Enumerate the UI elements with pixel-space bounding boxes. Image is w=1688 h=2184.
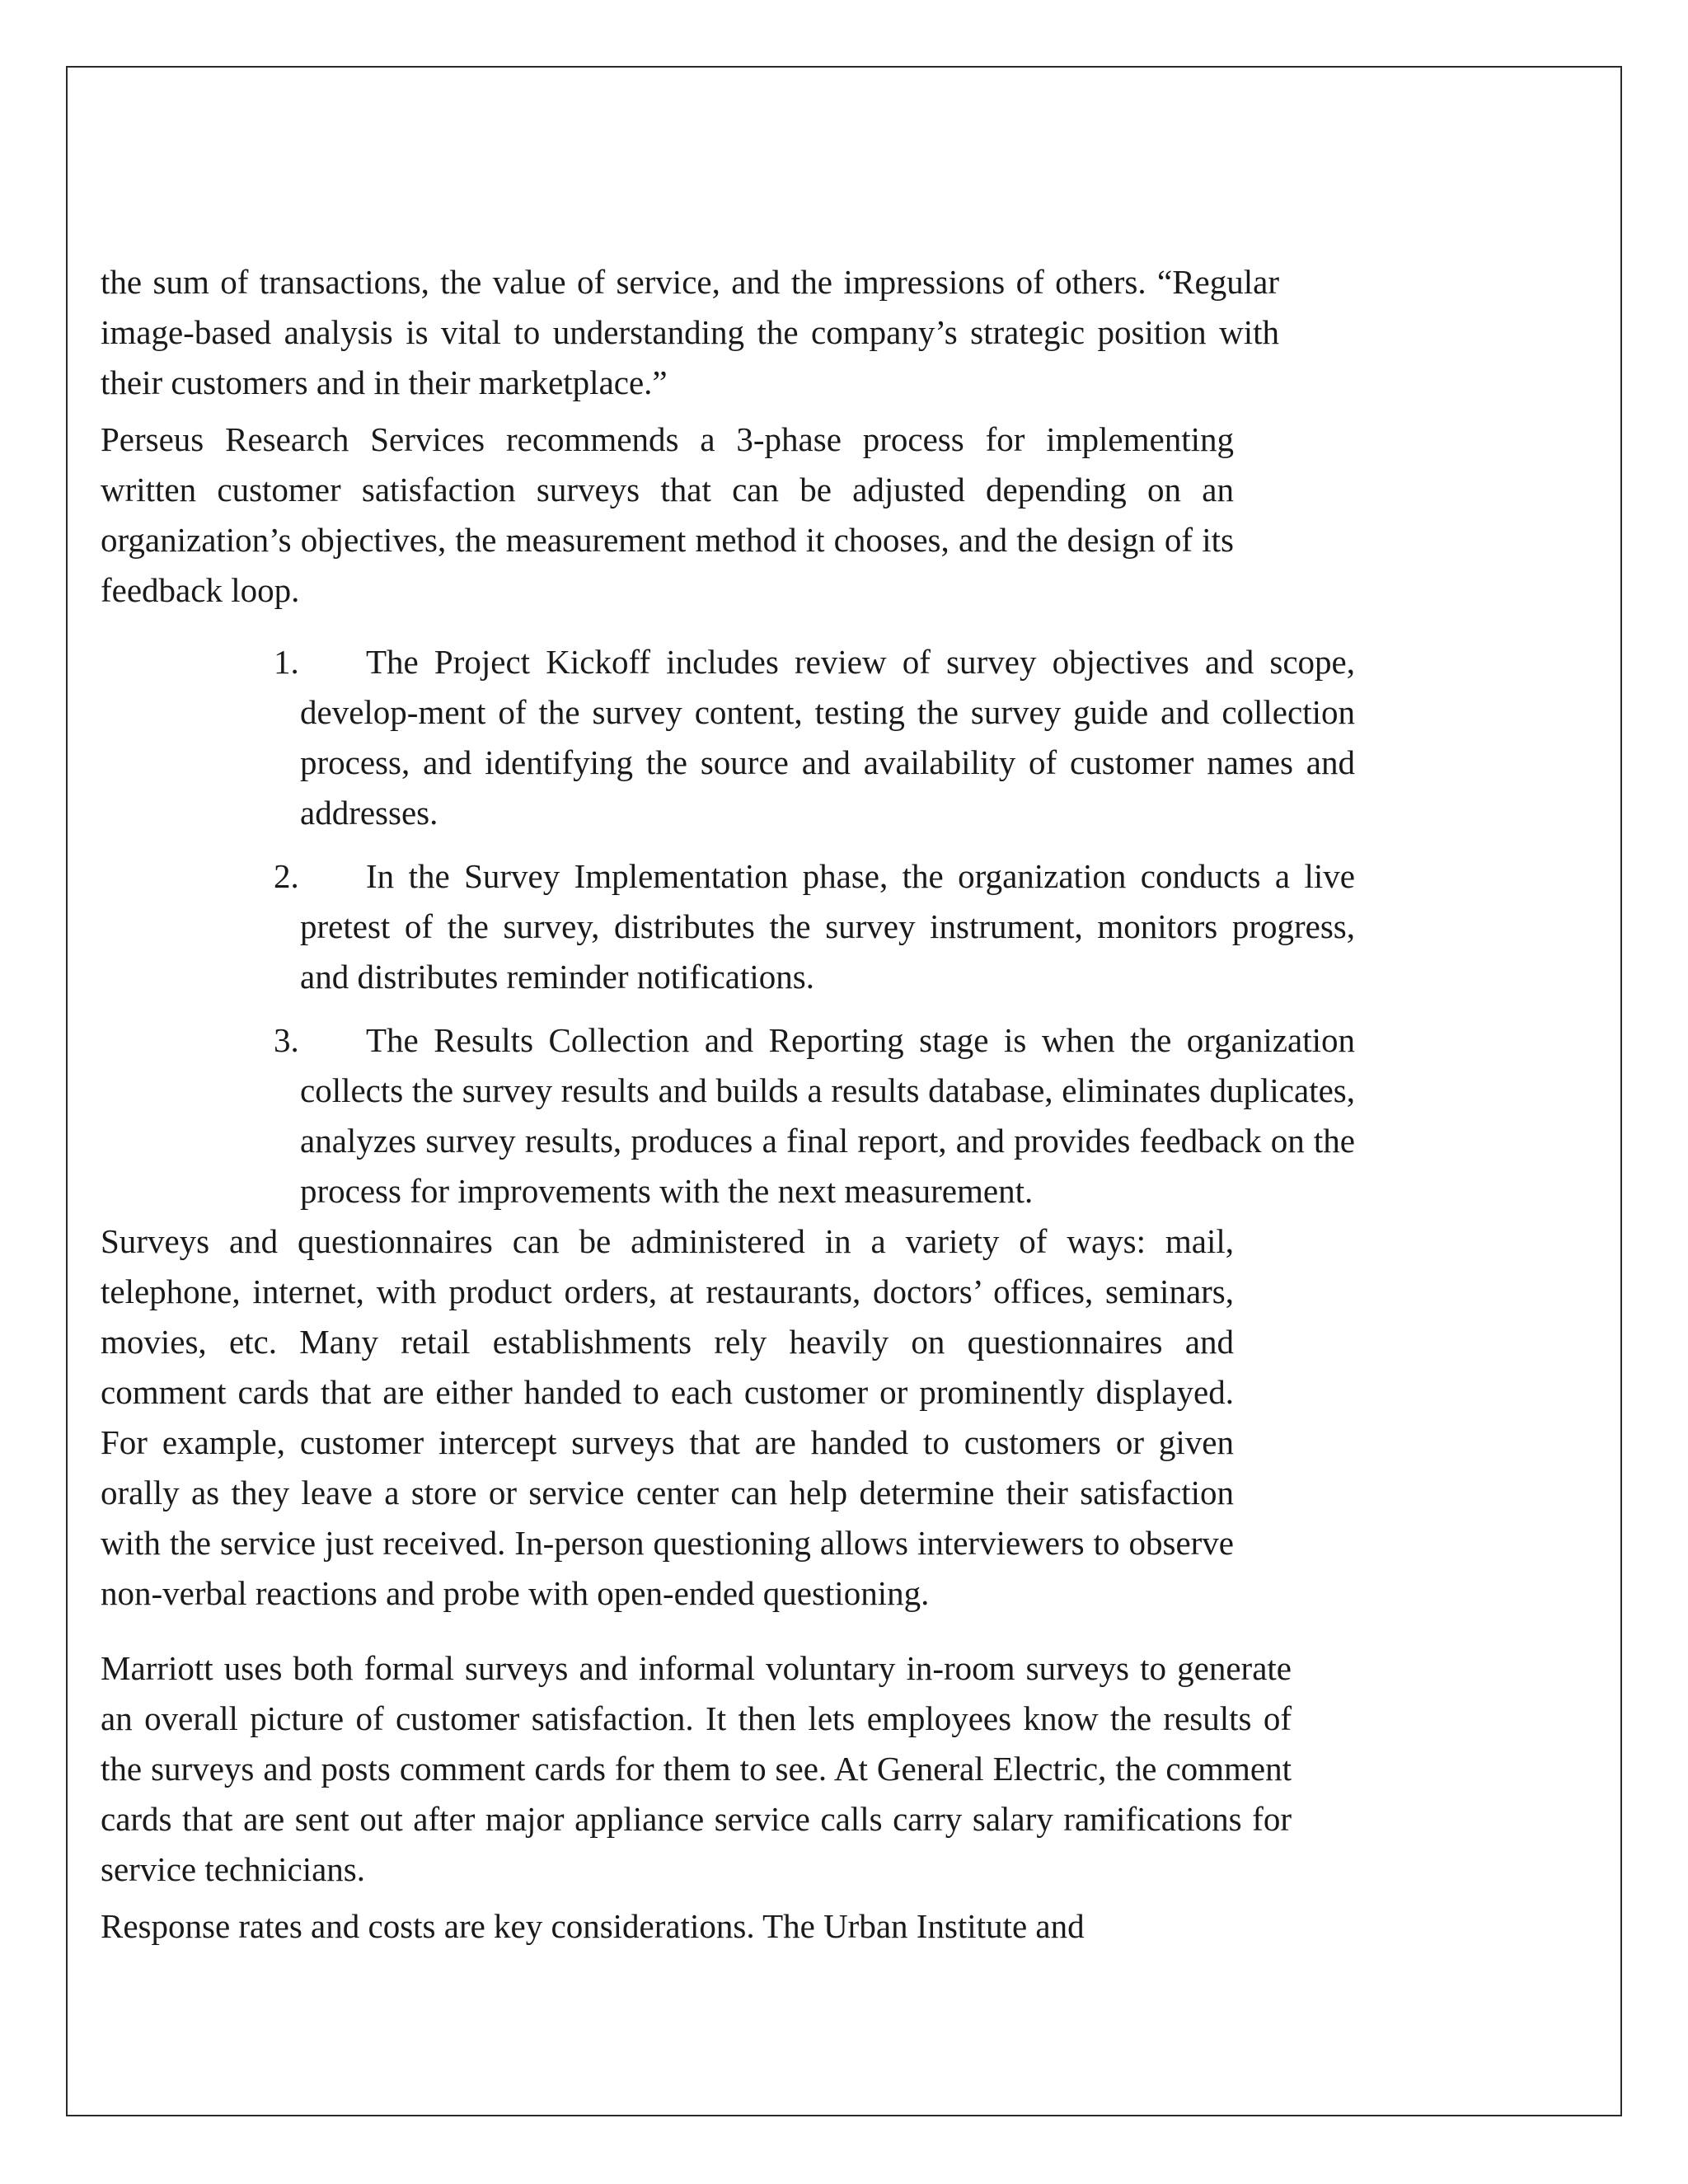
paragraph-marriott-ge: Marriott uses both formal surveys and informal voluntary in-room surveys to generate an overall picture of customer satisfaction. It then lets employees know the results of the surveys and posts comment cards for them to see. At General Electric, the comment cards that are sent out after major appliance service calls carry salary ramifications for service technicians. (101, 1649, 1292, 1888)
paragraph-survey-methods: Surveys and questionnaires can be administered in a variety of ways: mail, telephone, internet, with product orders, at restaurants, doctors’ offices, seminars, movies, etc. Many retail establishments rely heavily on questionnaires and comment cards that are either handed to each customer or prominently displayed. For example, customer intercept surveys that are handed to customers or given orally as they leave a store or service center can help determine their satisfaction with the service just received. In-person questioning allows interviewers to observe non-verbal reactions and probe with open-ended questioning. (101, 1222, 1234, 1612)
list-item-text: The Project Kickoff includes review of survey objectives and scope, develop-ment of the survey content, testing the survey guide and collection process, and identifying the source and availability of customer names and addresses. (300, 643, 1355, 832)
list-item-number: 2. (274, 857, 299, 895)
list-item (101, 637, 1355, 838)
list-item-text: The Results Collection and Reporting stage is when the organization collects the survey results and builds a results database, eliminates duplicates, analyzes survey results, produces a final report, and provides feedback on the process for improvements with the next measurement. (300, 1021, 1355, 1210)
paragraph-response-rates: Response rates and costs are key considerations. The Urban Institute and (101, 1907, 1085, 1945)
paragraph-three-phase-process: Perseus Research Services recommends a 3-phase process for implementing written customer satisfaction surveys that can be adjusted depending on an organization’s objectives, the measurement method it chooses, and the design of its feedback loop. (101, 420, 1234, 609)
list-item (101, 851, 1355, 1002)
document-body (101, 257, 1355, 1952)
paragraph-image-analysis: the sum of transactions, the value of service, and the impressions of others. “Regular image-based analysis is vital to understanding the company’s strategic position with their customers and in their marketplace.” (101, 263, 1279, 401)
phase-list (101, 637, 1355, 1216)
list-item-text: In the Survey Implementation phase, the organization conducts a live pretest of the survey, distributes the survey instrument, monitors progress, and distributes reminder notifications. (300, 857, 1355, 996)
list-item-number: 3. (274, 1021, 299, 1059)
list-item (101, 1015, 1355, 1216)
page-frame (66, 66, 1622, 2116)
list-item-number: 1. (274, 643, 299, 681)
